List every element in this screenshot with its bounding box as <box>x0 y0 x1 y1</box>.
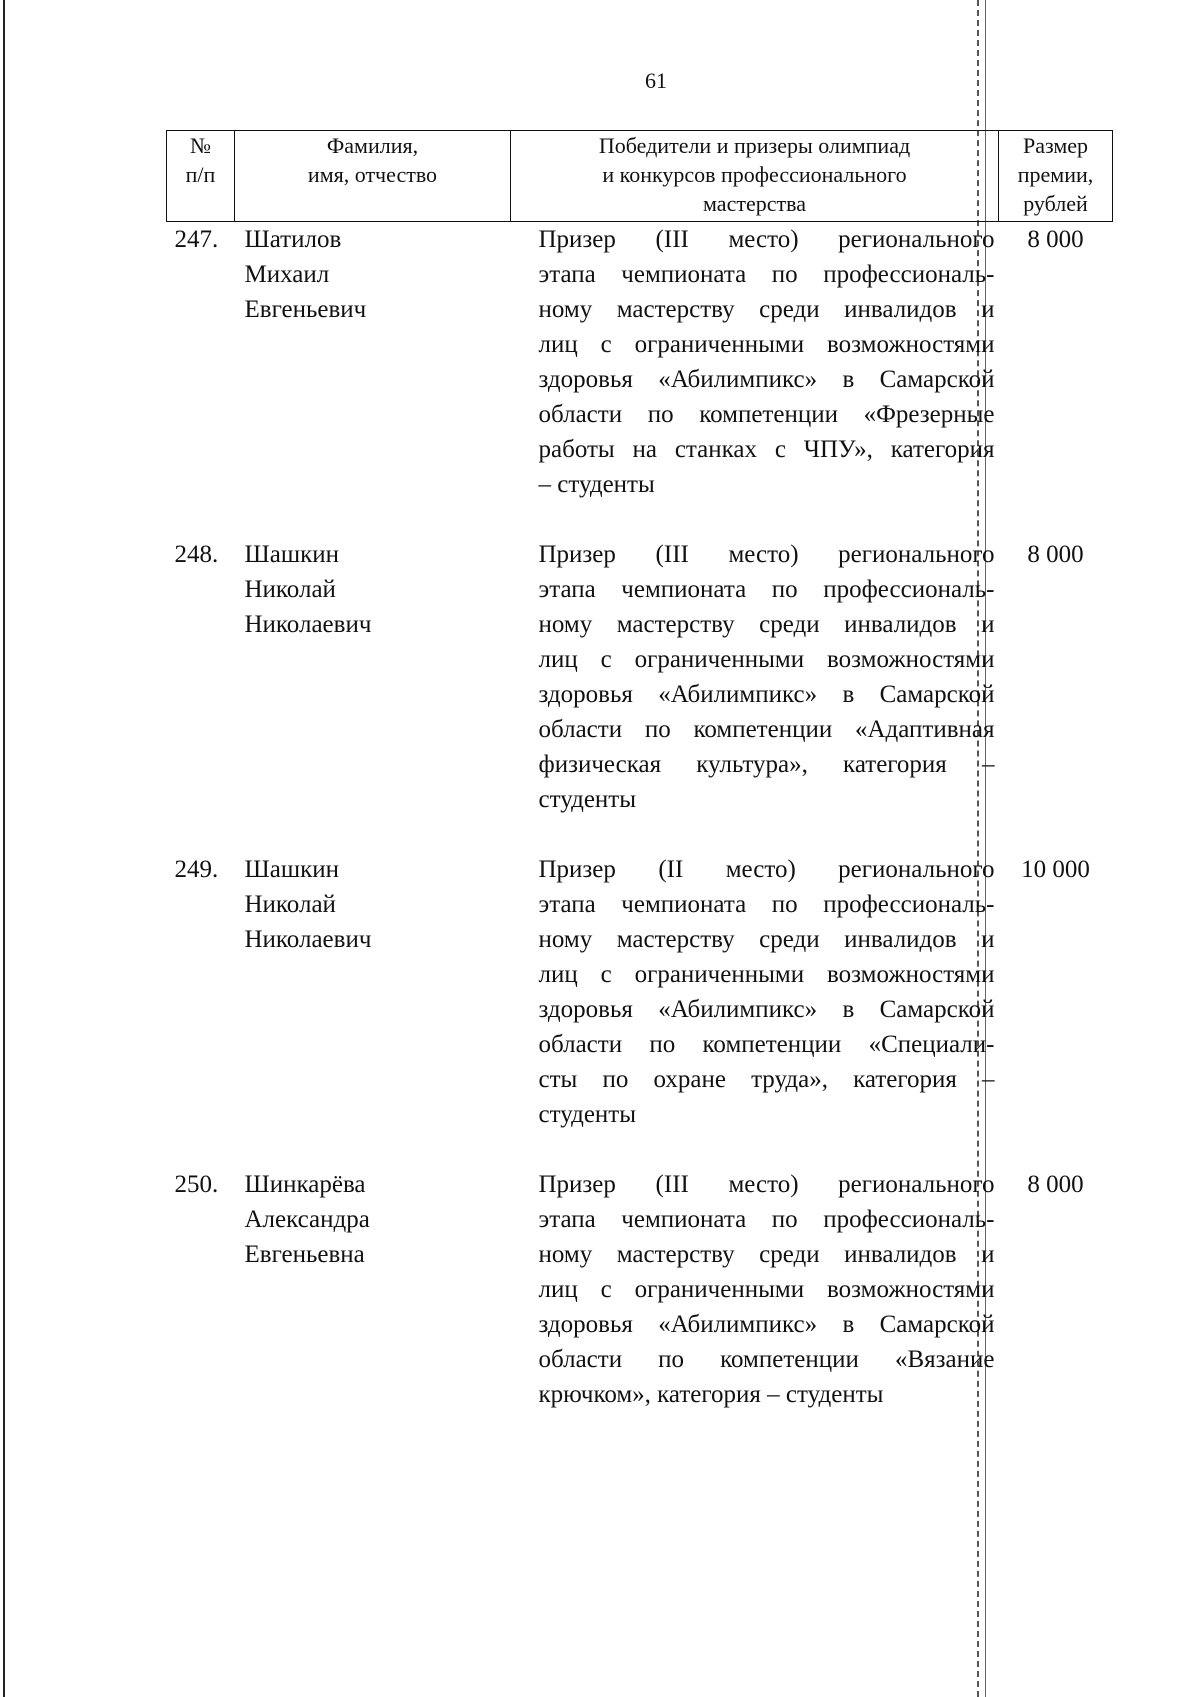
table-row <box>167 537 1113 852</box>
row-number: 247. <box>174 226 219 253</box>
awards-table <box>166 130 1113 1447</box>
desc-line: лиц с ограниченными возможностями <box>538 961 995 988</box>
row-description <box>511 222 999 538</box>
desc-line: физическая культура», категория – <box>538 751 995 778</box>
header-amount-line: рублей <box>1023 191 1088 216</box>
desc-line: Призер (III место) регионального <box>538 541 995 568</box>
row-name <box>235 537 511 852</box>
header-name-line: имя, отчество <box>307 162 438 187</box>
table-row <box>167 1167 1113 1447</box>
header-amount <box>999 131 1113 222</box>
header-desc <box>511 131 999 222</box>
desc-line: этапа чемпионата по профессиональ- <box>538 261 995 288</box>
desc-line: лиц с ограниченными возможностями <box>538 646 995 673</box>
desc-line: работы на станках с ЧПУ», категория <box>538 436 995 463</box>
desc-line: сты по охране труда», категория – <box>538 1066 995 1093</box>
header-amount-line: премии, <box>1017 162 1094 187</box>
scan-left-edge <box>3 0 5 1697</box>
desc-line: этапа чемпионата по профессиональ- <box>538 1206 995 1233</box>
table-header-row <box>167 131 1113 222</box>
desc-line: области по компетенции «Вязание <box>538 1346 995 1373</box>
first-name: Николай <box>244 891 336 918</box>
surname: Шашкин <box>244 541 339 568</box>
row-description <box>511 852 999 1167</box>
header-desc-line: Победители и призеры олимпиад <box>598 133 911 158</box>
desc-line: Призер (II место) регионального <box>538 856 995 883</box>
row-number: 248. <box>174 541 219 568</box>
row-number: 250. <box>174 1171 219 1198</box>
header-num <box>167 131 235 222</box>
desc-line: – студенты <box>538 471 655 498</box>
desc-line: здоровья «Абилимпикс» в Самарской <box>538 1311 995 1338</box>
desc-line: ному мастерству среди инвалидов и <box>538 611 995 638</box>
row-description <box>511 537 999 852</box>
row-name <box>235 1167 511 1447</box>
patronymic: Евгеньевна <box>244 1241 365 1268</box>
surname: Шашкин <box>244 856 339 883</box>
surname: Шинкарёва <box>244 1171 366 1198</box>
desc-line: крючком», категория – студенты <box>538 1381 884 1408</box>
header-amount-line: Размер <box>1022 133 1089 158</box>
header-name <box>235 131 511 222</box>
desc-line: Призер (III место) регионального <box>538 1171 995 1198</box>
desc-line: здоровья «Абилимпикс» в Самарской <box>538 996 995 1023</box>
row-amount: 10 000 <box>1021 856 1090 883</box>
desc-line: ному мастерству среди инвалидов и <box>538 926 995 953</box>
surname: Шатилов <box>244 226 342 253</box>
row-amount: 8 000 <box>1027 1171 1084 1198</box>
patronymic: Николаевич <box>244 611 372 638</box>
desc-line: ному мастерству среди инвалидов и <box>538 1241 995 1268</box>
desc-line: ному мастерству среди инвалидов и <box>538 296 995 323</box>
desc-line: здоровья «Абилимпикс» в Самарской <box>538 366 995 393</box>
header-desc-line: и конкурсов профессионального <box>602 162 907 187</box>
desc-line: Призер (III место) регионального <box>538 226 995 253</box>
patronymic: Евгеньевич <box>244 296 367 323</box>
page-number: 61 <box>645 68 667 93</box>
desc-line: области по компетенции «Адаптивная <box>538 716 995 743</box>
desc-line: студенты <box>538 786 637 813</box>
row-amount: 8 000 <box>1027 226 1084 253</box>
desc-line: этапа чемпионата по профессиональ- <box>538 576 995 603</box>
desc-line: лиц с ограниченными возможностями <box>538 1276 995 1303</box>
header-num-line: п/п <box>185 162 216 187</box>
header-num-line: № <box>190 133 211 158</box>
desc-line: здоровья «Абилимпикс» в Самарской <box>538 681 995 708</box>
row-name <box>235 852 511 1167</box>
patronymic: Николаевич <box>244 926 372 953</box>
desc-line: студенты <box>538 1101 637 1128</box>
header-desc-line: мастерства <box>703 191 806 216</box>
table-row <box>167 852 1113 1167</box>
row-amount: 8 000 <box>1027 541 1084 568</box>
first-name: Александра <box>244 1206 370 1233</box>
desc-line: лиц с ограниченными возможностями <box>538 331 995 358</box>
desc-line: области по компетенции «Фрезерные <box>538 401 995 428</box>
header-name-line: Фамилия, <box>326 133 419 158</box>
row-description <box>511 1167 999 1447</box>
desc-line: этапа чемпионата по профессиональ- <box>538 891 995 918</box>
table-row <box>167 222 1113 538</box>
row-name <box>235 222 511 538</box>
desc-line: области по компетенции «Специали- <box>538 1031 995 1058</box>
row-number: 249. <box>174 856 219 883</box>
first-name: Николай <box>244 576 336 603</box>
first-name: Михаил <box>244 261 330 288</box>
